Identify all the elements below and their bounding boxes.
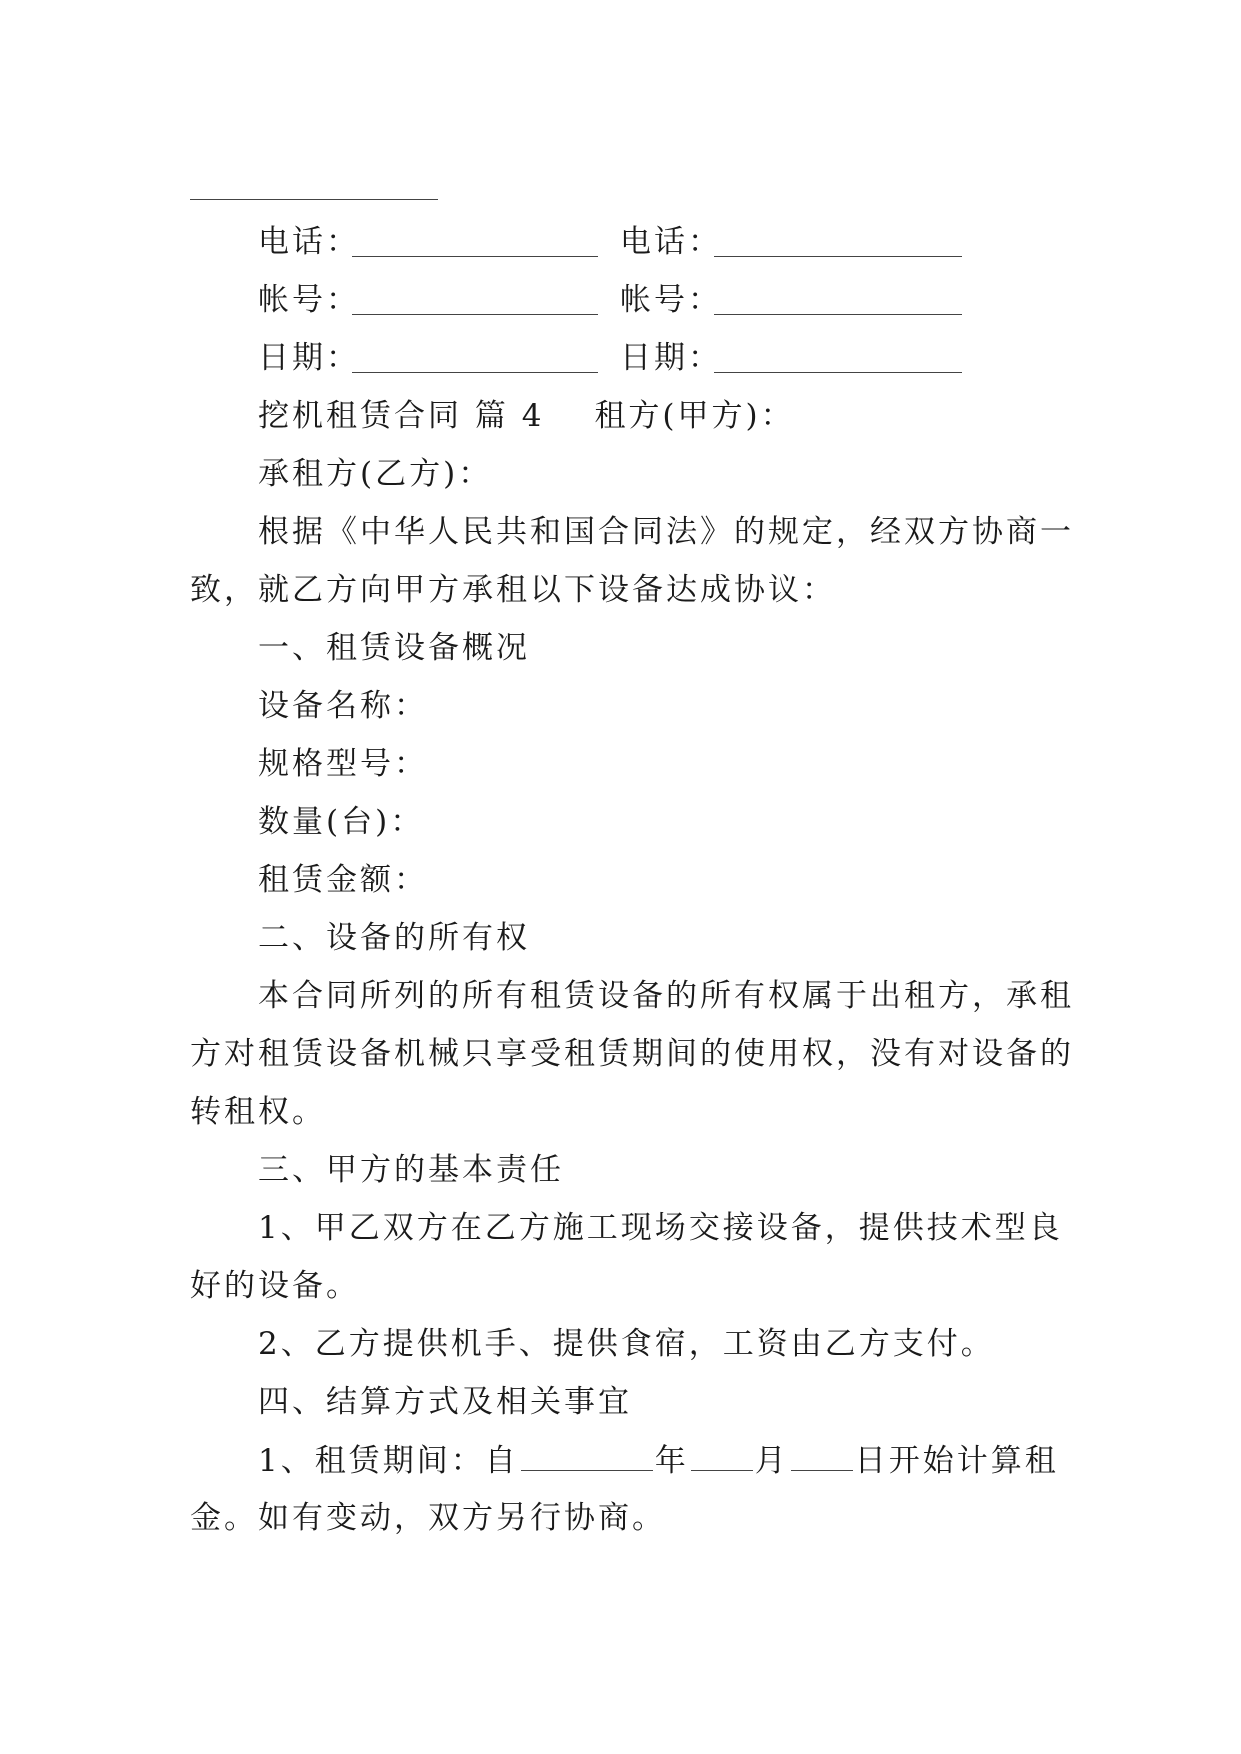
lessee-party: 承租方(乙方)：: [258, 456, 493, 492]
section1-heading: 一、租赁设备概况: [258, 630, 530, 666]
equipment-name-label: 设备名称：: [258, 688, 428, 724]
section2-line3: 转租权。: [190, 1094, 326, 1130]
top-signature-line: [190, 199, 438, 200]
lessee-account-label: 帐号：: [620, 282, 722, 318]
lessor-account-label: 帐号：: [258, 282, 360, 318]
section2-line1: 本合同所列的所有租赁设备的所有权属于出租方，承租: [258, 978, 1074, 1014]
equipment-quantity-label: 数量(台)：: [258, 804, 425, 840]
section3-item1-line1: 1、甲乙双方在乙方施工现场交接设备，提供技术型良: [258, 1210, 1063, 1246]
month-blank: [691, 1440, 753, 1471]
lessee-account-blank: [714, 314, 962, 315]
day-blank: [791, 1440, 853, 1471]
section3-item2: 2、乙方提供机手、提供食宿，工资由乙方支付。: [258, 1326, 995, 1362]
year-label: 年: [654, 1443, 689, 1479]
section3-heading: 三、甲方的基本责任: [258, 1152, 564, 1188]
lessor-party: 租方(甲方)：: [594, 398, 795, 434]
section2-line2: 方对租赁设备机械只享受租赁期间的使用权，没有对设备的: [190, 1036, 1074, 1072]
intro-paragraph-line1: 根据《中华人民共和国合同法》的规定，经双方协商一: [258, 514, 1074, 550]
section2-heading: 二、设备的所有权: [258, 920, 530, 956]
section4-item1-line2: 金。如有变动，双方另行协商。: [190, 1500, 666, 1536]
lessor-phone-label: 电话：: [258, 224, 360, 260]
intro-paragraph-line2: 致，就乙方向甲方承租以下设备达成协议：: [190, 572, 836, 608]
section4-heading: 四、结算方式及相关事宜: [258, 1384, 632, 1420]
lessor-date-blank: [352, 372, 598, 373]
rental-period-suffix: 日开始计算租: [854, 1443, 1059, 1479]
equipment-model-label: 规格型号：: [258, 746, 428, 782]
lessee-date-label: 日期：: [620, 340, 722, 376]
lessor-account-blank: [352, 314, 598, 315]
rental-amount-label: 租赁金额：: [258, 862, 428, 898]
contract-title-line: [258, 396, 1060, 436]
lessee-phone-label: 电话：: [620, 224, 722, 260]
section4-item1-line1: [258, 1440, 1060, 1481]
lessee-phone-blank: [714, 256, 962, 257]
year-blank: [521, 1440, 653, 1471]
lessor-date-label: 日期：: [258, 340, 360, 376]
rental-period-prefix: 1、租赁期间：自: [258, 1443, 519, 1479]
lessor-phone-blank: [352, 256, 598, 257]
contract-title: 挖机租赁合同 篇 4: [258, 398, 545, 434]
month-label: 月: [754, 1443, 789, 1479]
lessee-date-blank: [714, 372, 962, 373]
section3-item1-line2: 好的设备。: [190, 1268, 360, 1304]
